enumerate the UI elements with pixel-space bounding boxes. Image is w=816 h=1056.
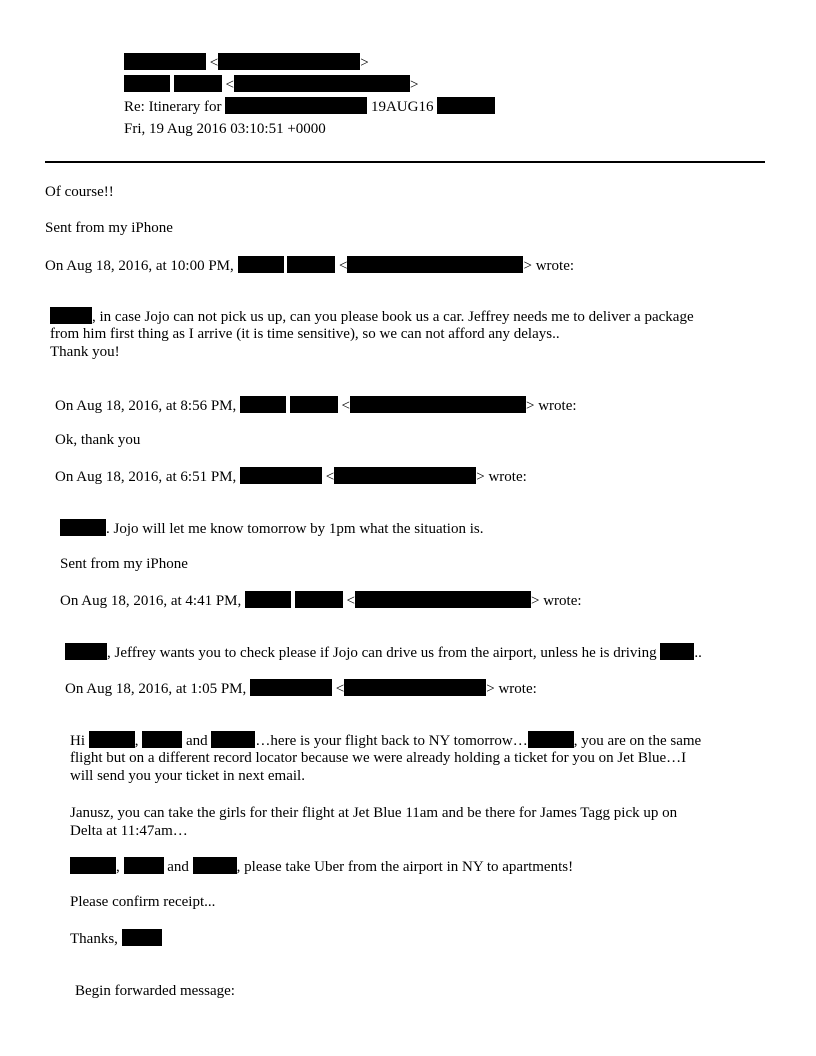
date-value: Fri, 19 Aug 2016 03:10:51 +0000 [124, 121, 326, 137]
forwarded-label: Begin forwarded message: [75, 983, 235, 999]
message-5-line-1 [70, 731, 701, 750]
redaction [347, 256, 523, 273]
wrote-label: wrote: [498, 681, 537, 697]
message-text: and [186, 733, 208, 749]
message-text: Hi [70, 733, 85, 749]
header-divider [45, 161, 765, 163]
redaction [193, 857, 237, 874]
redaction [89, 731, 135, 748]
message-text: .. [694, 645, 702, 661]
redaction [70, 857, 116, 874]
redaction [65, 643, 107, 660]
signature: Sent from my iPhone [45, 220, 173, 236]
message-text: …here is your flight back to NY tomorrow… [255, 733, 528, 749]
redaction [245, 591, 291, 608]
redaction [211, 731, 255, 748]
message-text: , [116, 859, 120, 875]
redaction [122, 929, 162, 946]
to-value: < > [124, 75, 418, 95]
redaction [142, 731, 182, 748]
redaction [250, 679, 332, 696]
signature-2: Sent from my iPhone [60, 556, 188, 572]
redaction [174, 75, 222, 92]
redaction [238, 256, 284, 273]
quote-header-1: On Aug 18, 2016, at 10:00 PM, < > wrote: [45, 258, 575, 274]
message-5-line-2: flight but on a different record locator because we were already holding a ticket for you on Jet Blue…I [70, 750, 687, 766]
redaction [334, 467, 476, 484]
message-text: and [167, 859, 189, 875]
subject-code: 19AUG16 [370, 99, 434, 115]
redaction [60, 519, 106, 536]
message-4 [65, 643, 702, 662]
wrote-label: wrote: [535, 258, 575, 274]
redaction [528, 731, 574, 748]
subject-prefix: Re: Itinerary for [124, 99, 222, 115]
redaction [234, 75, 410, 92]
message-5-para3 [70, 857, 573, 876]
redaction [218, 53, 360, 70]
redaction [225, 97, 367, 114]
quote-intro: On Aug 18, 2016, at 6:51 PM, [55, 469, 237, 485]
message-text: , [134, 733, 139, 749]
quote-intro: On Aug 18, 2016, at 10:00 PM, [45, 258, 234, 274]
quote-header-4: On Aug 18, 2016, at 4:41 PM, < > wrote: [60, 593, 582, 609]
message-1-line-1 [50, 307, 694, 326]
redaction [124, 53, 206, 70]
wrote-label: wrote: [543, 593, 582, 609]
message-5-line-3: will send you your ticket in next email. [70, 768, 305, 784]
message-2: Ok, thank you [55, 432, 141, 448]
confirm-text: Please confirm receipt... [70, 894, 216, 910]
subject-value [124, 97, 495, 117]
wrote-label: wrote: [538, 398, 577, 414]
redaction [290, 396, 338, 413]
quote-header-2: On Aug 18, 2016, at 8:56 PM, < > wrote: [55, 398, 577, 414]
redaction [437, 97, 495, 114]
from-value: < > [124, 53, 369, 73]
message-1-line-3: Thank you! [50, 344, 120, 360]
message-text: , Jeffrey wants you to check please if Jojo can drive us from the airport, unless he is driving [107, 645, 657, 661]
quote-intro: On Aug 18, 2016, at 4:41 PM, [60, 593, 242, 609]
quote-intro: On Aug 18, 2016, at 8:56 PM, [55, 398, 237, 414]
message-3 [60, 519, 483, 538]
quote-header-5: On Aug 18, 2016, at 1:05 PM, < > wrote: [65, 681, 537, 697]
quote-header-3: On Aug 18, 2016, at 6:51 PM, < > wrote: [55, 469, 527, 485]
redaction [355, 591, 531, 608]
redaction [124, 75, 170, 92]
thanks-line [70, 929, 162, 948]
message-text: , in case Jojo can not pick us up, can you please book us a car. Jeffrey needs me to deliver a package [92, 309, 694, 325]
redaction [124, 857, 164, 874]
reply-text: Of course!! [45, 184, 114, 200]
wrote-label: wrote: [488, 469, 527, 485]
message-text: , you are on the same [573, 733, 702, 749]
redaction [50, 307, 92, 324]
message-text: , please take Uber from the airport in NY to apartments! [236, 859, 574, 875]
redaction [344, 679, 486, 696]
redaction [295, 591, 343, 608]
redaction [240, 467, 322, 484]
quote-intro: On Aug 18, 2016, at 1:05 PM, [65, 681, 247, 697]
message-text: Thanks, [70, 931, 118, 947]
message-5-para2-line-1: Janusz, you can take the girls for their flight at Jet Blue 11am and be there for James Tagg pick up on [70, 805, 678, 821]
redaction [287, 256, 335, 273]
message-text: . Jojo will let me know tomorrow by 1pm what the situation is. [106, 521, 484, 537]
message-5-para2-line-2: Delta at 11:47am… [70, 823, 188, 839]
redaction [350, 396, 526, 413]
message-1-line-2: from him first thing as I arrive (it is time sensitive), so we can not afford any delays.. [50, 326, 560, 342]
redaction [240, 396, 286, 413]
redaction [660, 643, 694, 660]
